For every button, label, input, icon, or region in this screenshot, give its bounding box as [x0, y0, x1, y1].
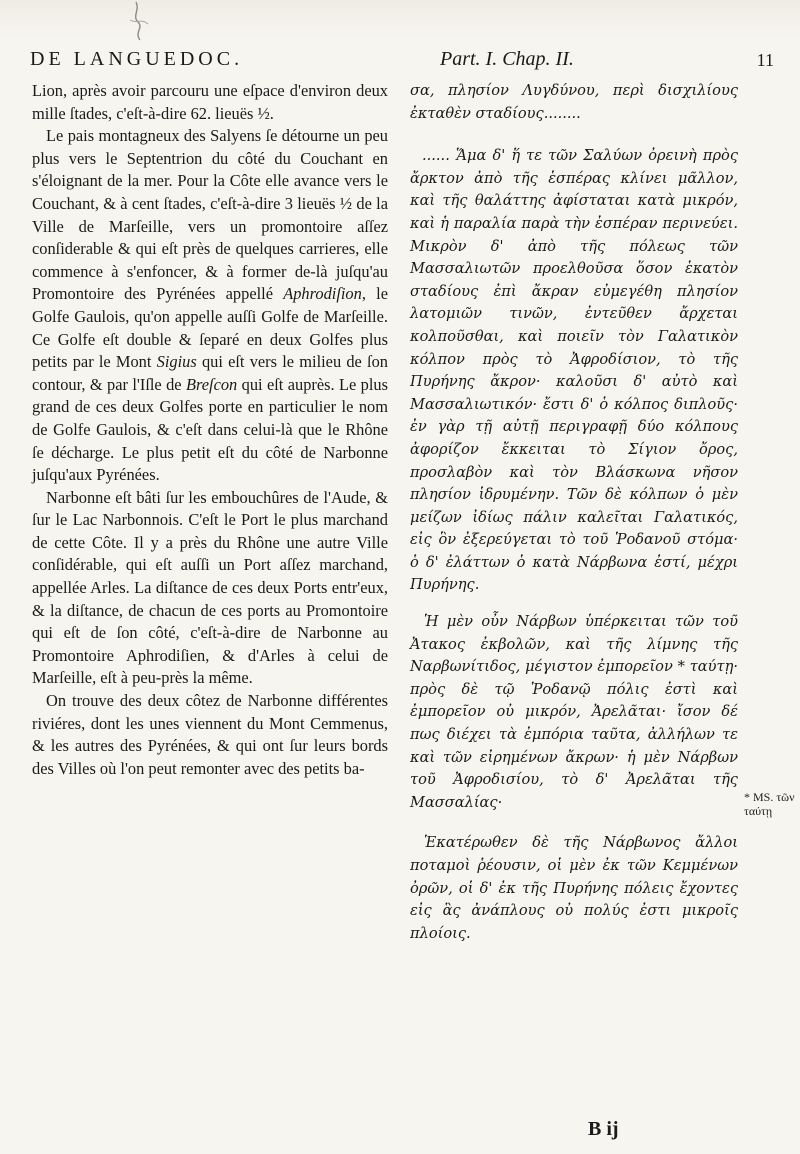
- french-paragraph-2: [32, 125, 388, 487]
- greek-column: [410, 80, 738, 945]
- running-title-right: Part. I. Chap. II.: [440, 48, 574, 70]
- place-name-sigius: Sigius: [156, 352, 197, 372]
- running-title-left: DE LANGUEDOC.: [30, 48, 244, 70]
- french-text: , le Golfe Gaulois, qu'on appelle auſſi Golfe de Marſeille. Ce Golfe eſt double & ſeparé en deux Golfes plus petits par le Mont: [32, 284, 388, 372]
- greek-paragraph-1: σα, πλησίον Λυγδύνου, περὶ δισχιλίους ἐκταθὲν σταδίους........: [410, 82, 738, 122]
- french-paragraph-3: Narbonne eſt bâti ſur les embouchûres de l'Aude, & ſur le Lac Narbonnois. C'eſt le Port le plus marchand de cette Côte. Il y a près du Rhône une autre Ville conſidérable, qui eſt auſſi un Port aſſez marchand, appellée Arles. La diſtance de ces deux Ports entr'eux, & la diſtance, de chacun de ces ports au Promontoire qui eſt de ſon côté, c'eſt-à-dire de Narbonne au Promontoire Aphrodiſien, & d'Arles à celui de Marſeille, eſt à peu-près la même.: [32, 487, 388, 688]
- french-paragraph-1: Lion, après avoir parcouru une eſpace d'environ deux mille ſtades, c'eſt-à-dire 62. lieuës ½.: [32, 81, 388, 123]
- french-column: [32, 80, 388, 780]
- signature-mark: B ij: [588, 1118, 619, 1140]
- french-text: qui eſt vers le milieu de ſon contour, & par l'Iſle de: [32, 352, 388, 394]
- margin-note: * MS. τῶν ταύτῃ: [744, 790, 795, 818]
- french-text: Le pais montagneux des Salyens ſe détourne un peu plus vers le Septentrion du côté du Couchant en s'éloignant de la mer. Pour la Côte elle avance vers le Couchant, & à cent ſtades, c'eſt-à-dire 3 lieuës ½ de la Ville de Marſeille, vers un promontoire aſſez conſiderable & qui eſt près de quelques carrieres, elle commence à s'enfoncer, & à former de-là juſqu'au Promontoire des Pyrénées appellé: [32, 126, 388, 304]
- greek-paragraph-3: Ἡ μὲν οὖν Νάρβων ὑπέρκειται τῶν τοῦ Ἀτακος ἐκβολῶν, καὶ τῆς λίμνης τῆς Ναρβωνίτιδος, μέγιστον ἐμπορεῖον * ταύτῃ· πρὸς δὲ τῷ Ῥοδανῷ πόλις ἐστὶ καὶ ἐμπορεῖον οὐ μικρόν, Ἀρελᾶται· ἴσον δέ πως διέχει τὰ ἐμπόρια ταῦτα, ἀλλήλων τε καὶ τῶν εἰρημένων ἄκρων· ἡ μὲν Νάρβων τοῦ Ἀφροδισίου, τὸ δ' Ἀρελᾶται τῆς Μασσαλίας·: [410, 613, 738, 811]
- greek-paragraph-2: ...... Ἅμα δ' ἥ τε τῶν Σαλύων ὀρεινὴ πρὸς ἄρκτον ἀπὸ τῆς ἑσπέρας κλίνει μᾶλλον, καὶ τῆς θαλάττης ἀφίσταται κατὰ μικρόν, καὶ ἡ παραλία παρὰ τὴν ἑσπέραν περινεύει. Μικρὸν δ' ἀπὸ τῆς πόλεως τῶν Μασσαλιωτῶν προελθοῦσα ὅσον ἑκατὸν σταδίους ἐπὶ ἄκραν εὐμεγέθη πλησίον λατομιῶν τινῶν, ἐντεῦθεν ἄρχεται κολποῦσθαι, καὶ ποιεῖν τὸν Γαλατικὸν κόλπον πρὸς τὸ Ἀφροδίσιον, τὸ τῆς Πυρήνης ἄκρον· καλοῦσι δ' αὐτὸ καὶ Μασσαλιωτικόν· ἔστι δ' ὁ κόλπος διπλοῦς· ἐν γὰρ τῇ αὐτῇ περιγραφῇ δύο κόλπους ἀφορίζον ἔκκειται τὸ Σίγιον ὄρος, προσλαβὸν καὶ τὸν Βλάσκωνα νῆσον πλησίον ἱδρυμένην. Τῶν δὲ κόλπων ὁ μὲν μείζων ἰδίως πάλιν καλεῖται Γαλατικός, εἰς ὃν ἐξερεύγεται τὸ τοῦ Ῥοδανοῦ στόμα· ὁ δ' ἐλάττων ὁ κατὰ Νάρβωνα ἐστί, μέχρι Πυρήνης.: [410, 147, 738, 594]
- page-number: 11: [756, 50, 774, 70]
- place-name-aphrodision: Aphrodiſion: [283, 284, 362, 304]
- french-paragraph-4: On trouve des deux côtez de Narbonne différentes riviéres, dont les unes viennent du Mont Cemmenus, & les autres des Pyrénées, & qui ont ſur leurs bords des Villes où l'on peut remonter avec des petits ba-: [32, 691, 388, 778]
- running-header: [28, 48, 778, 78]
- place-name-brescon: Breſcon: [185, 374, 238, 394]
- ink-flourish-mark: [118, 0, 158, 44]
- greek-paragraph-4: Ἑκατέρωθεν δὲ τῆς Νάρβωνος ἄλλοι ποταμοὶ ῥέουσιν, οἱ μὲν ἐκ τῶν Κεμμένων ὀρῶν, οἱ δ' ἐκ τῆς Πυρήνης πόλεις ἔχοντες εἰς ἃς ἀνάπλους οὐ πολύς ἐστι μικροῖς πλοίοις.: [410, 834, 738, 942]
- french-text: qui eſt auprès. Le plus grand de ces deux Golfes porte en particulier le nom de Golfe Gaulois, & c'eſt dans celui-là que le Rhône ſe décharge. Le plus petit eſt du côté de Narbonne juſqu'aux Pyrénées.: [32, 374, 388, 485]
